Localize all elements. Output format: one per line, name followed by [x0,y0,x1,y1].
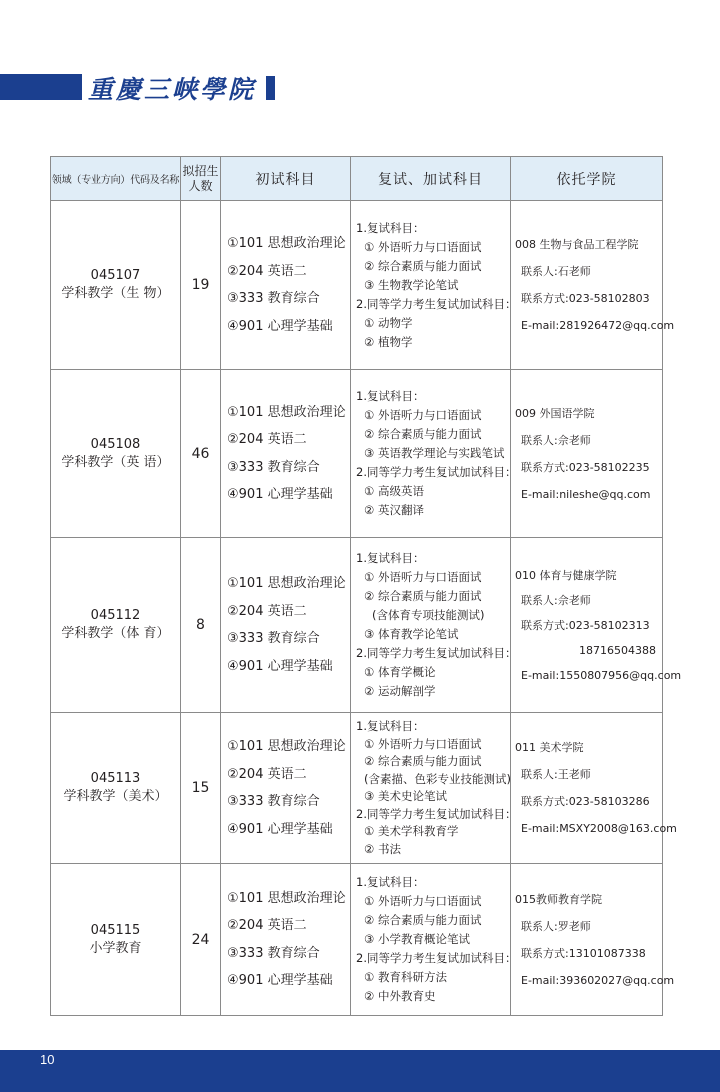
college-cell [511,864,675,1016]
exam-line: ①101 思想政治理论 [227,576,346,591]
retest-line: ② 植物学 [364,334,413,349]
retest-line: ① 外语听力与口语面试 [364,239,482,254]
retest-line: ③ 美术史论笔试 [364,789,447,803]
retest-line: ③ 体育教学论笔试 [364,627,459,641]
retest-line: 1.复试科目： [356,875,425,889]
college-contact: 联系人:佘老师 [521,433,591,447]
exam-cell [221,713,351,864]
retest-line: ② 中外教育史 [364,989,436,1003]
retest-line: ② 综合素质与能力面试 [364,258,482,273]
college-email: E-mail:nileshe@qq.com [521,487,651,501]
header-quota-line2: 人数 [188,178,213,193]
retest-cell [351,864,517,1016]
admissions-table-wrapper [50,156,682,1016]
header-exam: 初试科目 [221,157,351,201]
retest-line: ② 综合素质与能力面试 [364,754,482,768]
exam-line: ②204 英语二 [227,263,307,279]
table-row [51,713,663,864]
retest-line: ② 书法 [364,841,401,856]
college-phone: 联系方式:023-58102313 [521,618,650,632]
college-name: 011 美术学院 [515,741,584,754]
exam-cell [221,538,351,713]
retest-line: ② 综合素质与能力面试 [364,913,482,927]
exam-cell [221,370,351,538]
field-cell [51,713,181,864]
exam-line: ①101 思想政治理论 [227,236,346,251]
college-email: E-mail:MSXY2008@163.com [521,822,677,835]
table-row [51,864,663,1016]
field-cell [51,864,181,1016]
retest-line: 2.同等学力考生复试加试科目： [356,646,517,660]
exam-line: ③333 教育综合 [227,631,320,646]
header-quota [181,157,221,201]
table-header-row [51,157,663,201]
field-code: 045115 [90,922,141,938]
retest-line: ① 动物学 [364,315,413,330]
table-row [51,201,663,370]
page-number: 10 [40,1052,55,1067]
field-name: 学科教学（美术） [63,789,168,804]
table-row [51,370,663,538]
retest-line: ① 美术学科教育学 [364,824,459,838]
field-name: 小学教育 [89,940,142,956]
exam-line: ②204 英语二 [227,918,307,933]
retest-line: 1.复试科目： [356,389,425,403]
quota-cell: 24 [181,864,221,1016]
quota-cell: 46 [181,370,221,538]
exam-line: ③333 教育综合 [227,291,320,306]
field-cell [51,538,181,713]
footer-bar [0,1050,720,1092]
admissions-table [50,156,682,1016]
retest-line: ② 综合素质与能力面试 [364,589,482,603]
exam-line: ③333 教育综合 [227,945,320,961]
exam-line: ①101 思想政治理论 [227,890,346,906]
header-field: 领域（专业方向）代码及名称 [51,157,181,201]
retest-line: ③ 小学教育概论笔试 [364,932,470,946]
field-cell [51,201,181,370]
field-code: 045113 [90,771,141,786]
retest-line: ② 运动解剖学 [364,684,436,698]
field-code: 045107 [90,268,141,283]
exam-line: ④901 心理学基础 [227,821,333,837]
exam-cell [221,201,351,370]
exam-line: ②204 英语二 [227,432,307,447]
retest-cell [351,538,517,713]
retest-cell [351,370,517,538]
college-contact: 联系人:王老师 [521,768,591,781]
field-cell [51,370,181,538]
college-name: 008 生物与食品工程学院 [515,238,639,251]
college-contact: 联系人:佘老师 [521,593,591,607]
college-email: E-mail:281926472@qq.com [521,319,675,332]
college-cell [511,713,677,864]
exam-line: ④901 心理学基础 [227,658,333,674]
retest-line: ① 外语听力与口语面试 [364,894,482,908]
field-code: 045112 [90,608,141,623]
retest-line: 2.同等学力考生复试加试科目： [356,951,517,965]
retest-cell [351,713,517,864]
header-retest: 复试、加试科目 [351,157,511,201]
retest-line: ② 英汉翻译 [364,503,424,517]
retest-line: ① 高级英语 [364,484,424,498]
retest-line: ① 外语听力与口语面试 [364,570,482,584]
retest-cell [351,201,517,370]
college-cell [511,370,663,538]
college-name: 015教师教育学院 [515,892,602,906]
college-email: E-mail:1550807956@qq.com [521,668,682,682]
quota-cell: 15 [181,713,221,864]
header-quota-line1: 拟招生 [182,163,219,178]
retest-line: ① 教育科研方法 [364,970,447,984]
retest-line: ② 综合素质与能力面试 [364,427,482,441]
college-contact: 联系人:石老师 [521,265,591,278]
college-phone: 联系方式:023-58102235 [521,460,650,474]
retest-line: ③ 英语教学理论与实践笔试 [364,446,505,460]
college-phone: 联系方式:023-58102803 [521,292,650,305]
exam-line: ③333 教育综合 [227,794,320,809]
exam-line: ④901 心理学基础 [227,487,333,502]
retest-line: ① 外语听力与口语面试 [364,736,482,751]
exam-line: ②204 英语二 [227,766,307,782]
college-name: 009 外国语学院 [515,406,595,420]
college-contact: 联系人:罗老师 [521,919,591,933]
quota-cell: 8 [181,538,221,713]
exam-line: ③333 教育综合 [227,459,320,475]
exam-line: ①101 思想政治理论 [227,739,346,754]
exam-line: ①101 思想政治理论 [227,404,346,420]
college-email: E-mail:393602027@qq.com [521,973,675,987]
university-logo-title: 重慶三峡學院 [88,75,257,104]
college-phone: 联系方式:13101087338 [521,946,646,960]
header-bar-tick [266,76,275,100]
college-cell [511,538,682,713]
college-phone-2: 18716504388 [579,643,656,657]
college-cell [511,201,675,370]
exam-line: ②204 英语二 [227,603,307,619]
retest-line: ① 外语听力与口语面试 [364,408,482,422]
exam-line: ④901 心理学基础 [227,318,333,334]
college-name: 010 体育与健康学院 [515,568,617,582]
header-bar-left [0,74,82,100]
college-phone: 联系方式:023-58103286 [521,795,650,808]
retest-line: 2.同等学力考生复试加试科目： [356,296,517,311]
retest-line: (含体育专项技能测试) [372,608,485,622]
retest-line: 1.复试科目： [356,551,425,565]
retest-line: (含素描、色彩专业技能测试) [364,771,511,786]
retest-line: 1.复试科目： [356,220,425,235]
header-college: 依托学院 [511,157,663,201]
retest-line: ① 体育学概论 [364,665,436,679]
field-name: 学科教学（体 育） [61,626,170,641]
retest-line: 1.复试科目： [356,719,425,733]
retest-line: ③ 生物教学论笔试 [364,277,459,292]
retest-line: 2.同等学力考生复试加试科目： [356,465,517,479]
table-row [51,538,663,713]
retest-line: 2.同等学力考生复试加试科目： [356,806,517,821]
field-name: 学科教学（生 物） [61,286,170,301]
field-code: 045108 [90,436,141,452]
quota-cell: 19 [181,201,221,370]
exam-line: ④901 心理学基础 [227,973,333,988]
field-name: 学科教学（英 语） [61,454,170,470]
exam-cell [221,864,351,1016]
